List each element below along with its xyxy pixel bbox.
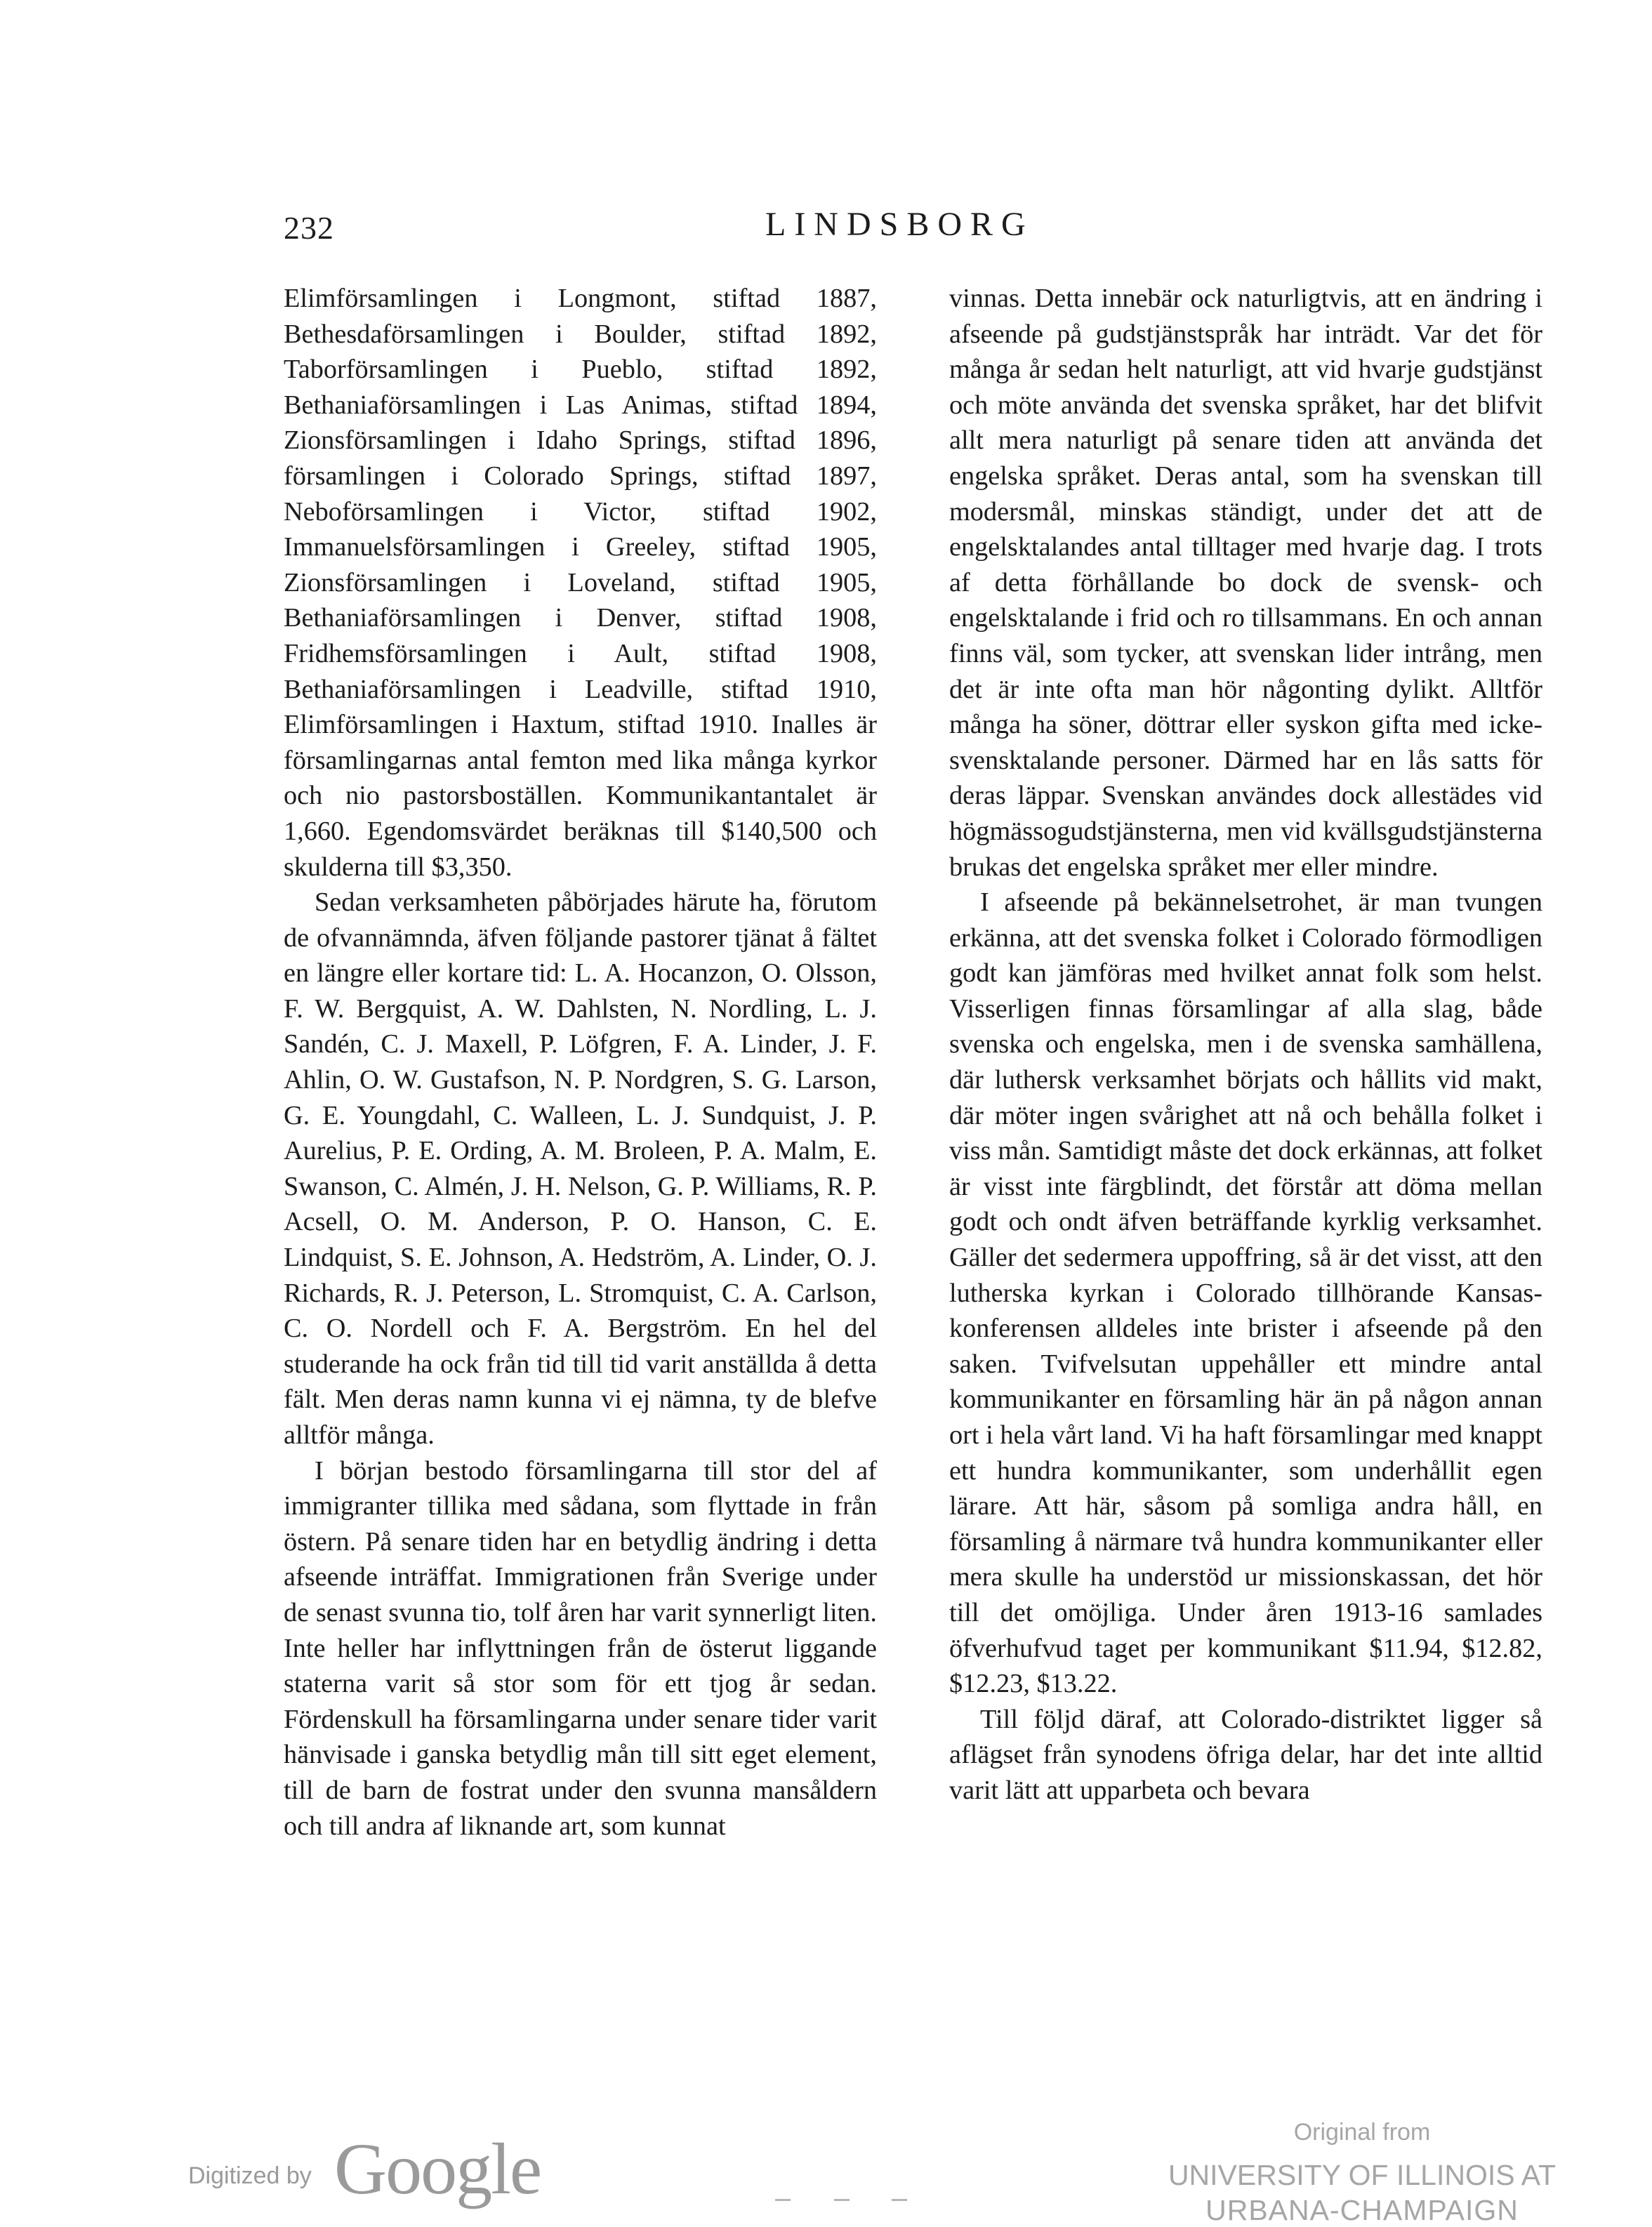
- right-column: [949, 281, 1542, 1809]
- paragraph: I början bestodo församlingarna till stor del af immigranter tillika med sådana, som flyttade in från östern. På senare tiden har en betydlig ändring i detta afseende inträffat. Immigrationen från Sverige under de senast svunna tio, tolf åren har varit synnerligt liten. Inte heller har inflyttningen från de österut liggande staterna varit så stor som för ett tjog år sedan. Fördenskull ha församlingarna under senare tider varit hänvisade i ganska betydlig mån till sitt eget element, till de barn de fostrat under den svunna mansåldern och till andra af liknande art, som kunnat: [284, 1455, 877, 1841]
- footer-dash: [834, 2199, 850, 2201]
- digitized-by-label: Digitized by: [188, 2162, 312, 2189]
- footer-dash: [775, 2199, 791, 2201]
- paragraph: Sedan verksamheten påbörjades härute ha, förutom de ofvannämnda, äfven följande pastorer tjänat å fältet en längre eller kortare tid: L. A. Hocanzon, O. Olsson, F. W. Bergquist, A. W. Dahlsten, N. Nordling, L. J. Sandén, C. J. Maxell, P. Löfgren, F. A. Linder, J. F. Ahlin, O. W. Gustafson, N. P. Nordgren, S. G. Larson, G. E. Youngdahl, C. Walleen, L. J. Sundquist, J. P. Aurelius, P. E. Ording, A. M. Broleen, P. A. Malm, E. Swanson, C. Almén, J. H. Nelson, G. P. Williams, R. P. Acsell, O. M. Anderson, P. O. Hanson, C. E. Lindquist, S. E. Johnson, A. Hedström, A. Linder, O. J. Richards, R. J. Peterson, L. Stromquist, C. A. Carlson, C. O. Nordell och F. A. Bergström. En hel del studerande ha ock från tid till tid varit anställda å detta fält. Men deras namn kunna vi ej nämna, ty de blefve alltför många.: [284, 887, 877, 1450]
- running-head: LINDSBORG: [765, 206, 1034, 243]
- institution-name: UNIVERSITY OF ILLINOIS AT: [1168, 2159, 1557, 2191]
- paragraph: Elimförsamlingen i Longmont, stiftad 1887, Bethesdaförsamlingen i Boulder, stiftad 1892, Taborförsamlingen i Pueblo, stiftad 1892, Bethaniaförsamlingen i Las Animas, stiftad 1894, Zionsförsamlingen i Idaho Springs, stiftad 1896, församlingen i Colorado Springs, stiftad 1897, Neboförsamlingen i Victor, stiftad 1902, Immanuelsförsamlingen i Greeley, stiftad 1905, Zionsförsamlingen i Loveland, stiftad 1905, Bethaniaförsamlingen i Denver, stiftad 1908, Fridhemsförsamlingen i Ault, stiftad 1908, Bethaniaförsamlingen i Leadville, stiftad 1910, Elimförsamlingen i Haxtum, stiftad 1910. Inalles är församlingarnas antal femton med lika många kyrkor och nio pastorsboställen. Kommunikantantalet är 1,660. Egendomsvärdet beräknas till $140,500 och skulderna till $3,350.: [284, 284, 877, 882]
- paragraph: vinnas. Detta innebär ock naturligtvis, att en ändring i afseende på gudstjänstspråk har inträdt. Var det för många år sedan helt naturligt, att vid hvarje gudstjänst och möte använda det svenska språket, har det blifvit allt mera naturligt på senare tiden att använda det engelska språket. Deras antal, som ha svenskan till modersmål, minskas ständigt, under det att de engelsktalandes antal tilltager med hvarje dag. I trots af detta förhållande bo dock de svensk- och engelsktalande i frid och ro tillsammans. En och annan finns väl, som tycker, att svenskan lider intrång, men det är inte ofta man hör någonting dylikt. Alltför många ha söner, döttrar eller syskon gifta med icke-svensktalande personer. Därmed har en lås satts för deras läppar. Svenskan användes dock allestädes vid högmässogudstjänsterna, men vid kvällsgudstjänsterna brukas det engelska språket mer eller mindre.: [949, 284, 1542, 882]
- paragraph: I afseende på bekännelsetrohet, är man tvungen erkänna, att det svenska folket i Colorado förmodligen godt kan jämföras med hvilket annat folk som helst. Visserligen finnas församlingar af alla slag, både svenska och engelska, men i de svenska samhällena, där luthersk verksamhet börjats och hållits vid makt, där möter ingen svårighet att nå och behålla folket i viss mån. Samtidigt måste det dock erkännas, att folket är visst inte färgblindt, det förstår att döma mellan godt och ondt äfven beträffande kyrklig verksamhet. Gäller det sedermera uppoffring, så är det visst, att den lutherska kyrkan i Colorado tillhörande Kansas-konferensen alldeles inte brister i afseende på den saken. Tvifvelsutan uppehåller ett mindre antal kommunikanter en församling här än på någon annan ort i hela vårt land. Vi ha haft församlingar med knappt ett hundra kommunikanter, som underhållit egen lärare. Att här, såsom på somliga andra håll, en församling å närmare två hundra kommunikanter eller mera skulle ha understöd ur missionskassan, det hör till det omöjliga. Under åren 1913-16 samlades öfverhufvud taget per kommunikant $11.94, $12.82, $12.23, $13.22.: [949, 887, 1542, 1699]
- google-logo: Google: [334, 2129, 541, 2209]
- institution-campus: URBANA-CHAMPAIGN: [1205, 2194, 1519, 2226]
- page-number: 232: [284, 210, 334, 246]
- paragraph: Till följd däraf, att Colorado-distriktet ligger så aflägset från synodens öfriga delar, har det inte alltid varit lätt att upparbeta och bevara: [949, 1704, 1542, 1805]
- footer-dash: [892, 2199, 907, 2201]
- original-from-label: Original from: [1293, 2119, 1431, 2146]
- left-column: [284, 281, 877, 1844]
